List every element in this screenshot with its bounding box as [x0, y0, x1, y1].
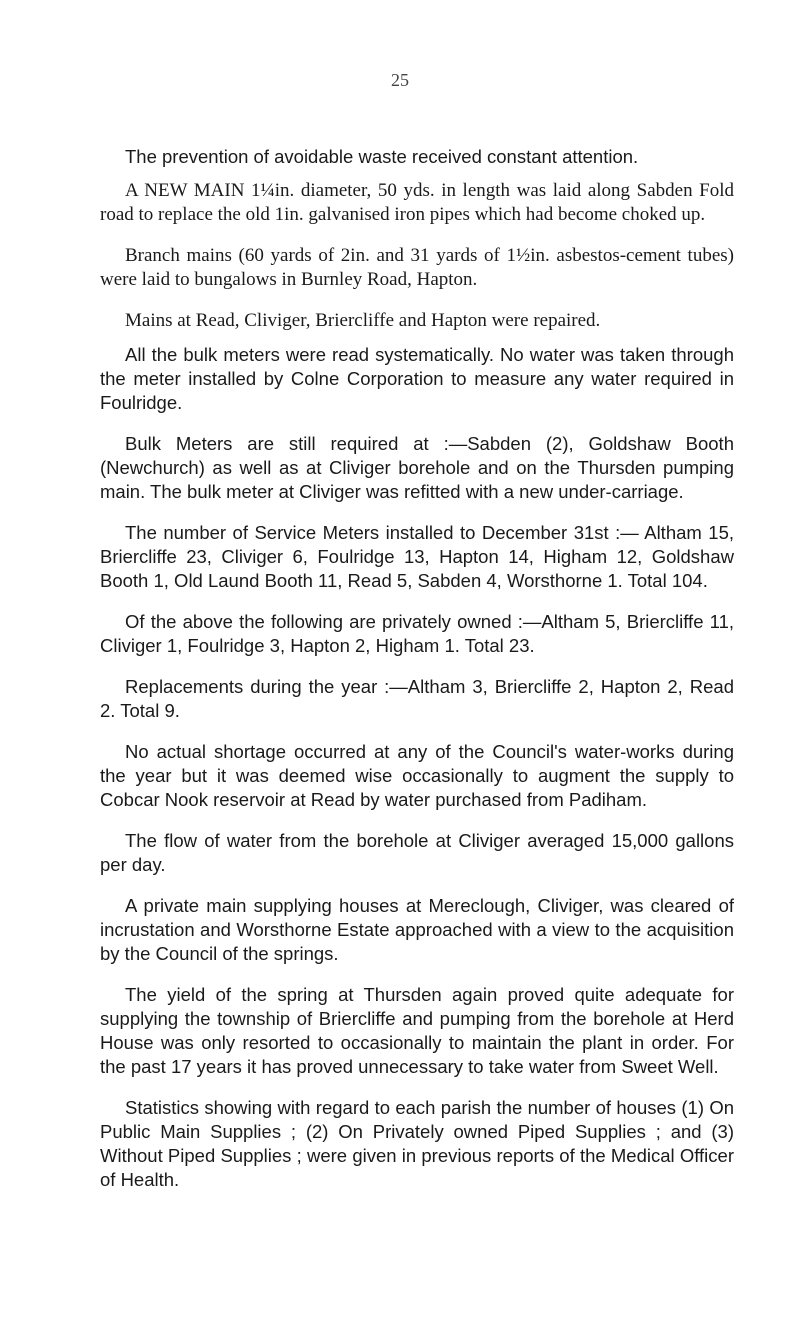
paragraph-replacements: Replacements during the year :—Altham 3, Briercliffe 2, Hapton 2, Read 2. Total 9. [100, 676, 734, 721]
body-text [100, 145, 734, 1209]
paragraph-no-shortage: No actual shortage occurred at any of the Council's water-works during the year but it was deemed wise occasionally to augment the supply to Cobcar Nook reservoir at Read by water purchased from Padiham. [100, 741, 734, 810]
page-number: 25 [391, 70, 409, 90]
paragraph-mains-repaired: Mains at Read, Cliviger, Briercliffe and Hapton were repaired. [125, 310, 601, 331]
paragraph-private-main: A private main supplying houses at Mereclough, Cliviger, was cleared of incrustation and Worsthorne Estate approached with a view to the acquisition by the Council of the springs. [100, 895, 734, 964]
paragraph-new-main: A NEW MAIN 1¼in. diameter, 50 yds. in length was laid along Sabden Fold road to replace the old 1in. galvanised iron pipes which had become choked up. [100, 180, 734, 225]
paragraph-borehole-flow: The flow of water from the borehole at Cliviger averaged 15,000 gallons per day. [100, 830, 734, 875]
paragraph-bulk-meters-required: Bulk Meters are still required at :—Sabden (2), Goldshaw Booth (Newchurch) as well as at Cliviger borehole and on the Thursden pumping main. The bulk meter at Cliviger was refitted with a new under-carriage. [100, 433, 734, 502]
paragraph-privately-owned: Of the above the following are privately owned :—Altham 5, Briercliffe 11, Cliviger 1, Foulridge 3, Hapton 2, Higham 1. Total 23. [100, 611, 734, 656]
paragraph-bulk-meters-read: All the bulk meters were read systematically. No water was taken through the meter installed by Colne Corporation to measure any water required in Foulridge. [100, 344, 734, 413]
paragraph-service-meters: The number of Service Meters installed to December 31st :— Altham 15, Briercliffe 23, Cliviger 6, Foulridge 13, Hapton 14, Higham 12, Goldshaw Booth 1, Old Laund Booth 11, Read 5, Sabden 4, Worsthorne 1. Total 104. [100, 522, 734, 591]
paragraph-waste-prevention: The prevention of avoidable waste received constant attention. [125, 146, 639, 167]
paragraph-branch-mains: Branch mains (60 yards of 2in. and 31 yards of 1½in. asbestos-cement tubes) were laid to bungalows in Burnley Road, Hapton. [100, 245, 734, 290]
paragraph-spring-yield: The yield of the spring at Thursden again proved quite adequate for supplying the township of Briercliffe and pumping from the borehole at Herd House was only resorted to occasionally to maintain the plant in order. For the past 17 years it has proved unnecessary to take water from Sweet Well. [100, 984, 734, 1077]
paragraph-statistics: Statistics showing with regard to each parish the number of houses (1) On Public Main Supplies ; (2) On Privately owned Piped Supplies ; and (3) Without Piped Supplies ; were given in previous reports of the Medical Officer of Health. [100, 1097, 734, 1190]
